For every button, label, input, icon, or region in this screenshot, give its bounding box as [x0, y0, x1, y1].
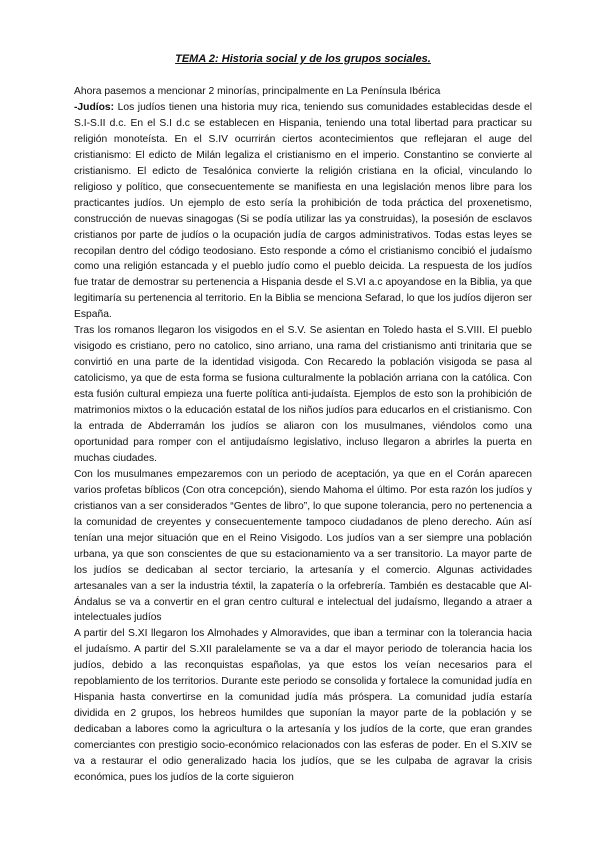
document-title: TEMA 2: Historia social y de los grupos sociales.: [175, 53, 431, 65]
document-page: [74, 52, 532, 786]
paragraph-almohades: A partir del S.XI llegaron los Almohades y Almoravides, que iban a terminar con la tolerancia hacia el judaísmo. A partir del S.XII paralelamente se va a dar el mayor periodo de tolerancia hacia los judíos, debido a las reconquistas españolas, ya que estos los veían necesarios para el repoblamiento de los territorios. Durante este periodo se consolida y fortalece la comunidad judía en Hispania hasta convertirse en la comunidad judía más próspera. La comunidad judía estaría dividida en 2 grupos, los hebreos humildes que suponían la mayor parte de la población y se dedicaban a labores como la agricultura o la artesanía y los judíos de la corte, que eran grandes comerciantes con prestigio socio-económico relacionados con las esferas de poder. En el S.XIV se va a restaurar el odio generalizado hacia los judíos, que se les culpaba de agravar la crisis económica, pues los judíos de la corte siguieron: [74, 628, 532, 783]
section-label-judios: -Judíos:: [74, 101, 115, 113]
intro-paragraph: Ahora pasemos a mencionar 2 minorías, principalmente en La Península Ibérica: [74, 86, 441, 97]
paragraph-musulmanes: Con los musulmanes empezaremos con un periodo de aceptación, ya que en el Corán aparecen varios profetas bíblicos (Con otra concepción), siendo Mahoma el último. Por esta razón los judíos y cristianos van a ser considerados “Gentes de libro”, lo que supone tolerancia, pero no pertenencia a la comunidad de creyentes y consecuentemente tampoco ciudadanos de pleno derecho. Aún así tenían una mejor situación que en el Reino Visigodo. Los judíos van a ser siempre una población urbana, ya que son conscientes de que su estacionamiento va a ser transitorio. La mayor parte de los judíos se dedicaban al sector terciario, la artesanía y el comercio. Algunas actividades artesanales van a ser la industria téxtil, la zapatería o la orfebrería. También es destacable que Al-Ándalus se va a convertir en el gran centro cultural e intelectual del judaísmo, llegando a atraer a intelectuales judíos: [74, 468, 532, 624]
paragraph-judios: [74, 100, 532, 323]
paragraph-visigodos: Tras los romanos llegaron los visigodos en el S.V. Se asientan en Toledo hasta el S.VIII. El pueblo visigodo es cristiano, pero no catolico, sino arriano, una rama del cristianismo anti trinitaria que se convirtió en una parte de la identidad visigoda. Con Recaredo la población visigoda se pasa al catolicismo, ya que de esta forma se fusiona culturalmente la población arriana con la católica. Con esta fusión cultural empieza una fuerte política anti-judaísta. Ejemplos de esto son la prohibición de matrimonios mixtos o la educación estatal de los niños judíos para educarlos en el cristianismo. Con la entrada de Abderramán los judíos se aliaron con los musulmanes, viéndolos como una oportunidad para romper con el antijudaísmo legislativo, incluso llegaron a abrirles la puerta en muchas ciudades.: [74, 325, 532, 464]
paragraph-judios-text: Los judíos tienen una historia muy rica, teniendo sus comunidades establecidas desde el S.I-S.II d.c. En el S.I d.c se establecen en Hispania, teniendo una total libertad para practicar su religión monoteísta. En el S.IV ocurrirán ciertos acontecimientos que reflejaran el auge del cristianismo: El edicto de Milán legaliza el cristianismo en el imperio. Constantino se convierte al cristianismo. El edicto de Tesalónica convierte la religión cristiana en la oficial, vinculando lo religioso y político, que consecuentemente se manifiesta en una legislación menos libre para los practicantes judíos. Un ejemplo de esto sería la prohibición de toda práctica del proxenetismo, construcción de nuevas sinagogas (Si se podía utilizar las ya construidas), la posesión de esclavos cristianos por parte de judíos o la ocupación judía de cargos administrativos. Todas estas leyes se recopilan dentro del código teodosiano. Esto responde a cómo el cristianismo concibió el judaísmo como una religión estancada y el pueblo judío como el pueblo deicida. La respuesta de los judíos fue tratar de demostrar su pertenencia a Hispania desde el S.VI a.c apoyandose en la Biblia, ya que legitimaría su pertenencia al territorio. En la Biblia se menciona Sefarad, lo que los judíos dijeron ser España.: [74, 101, 532, 321]
